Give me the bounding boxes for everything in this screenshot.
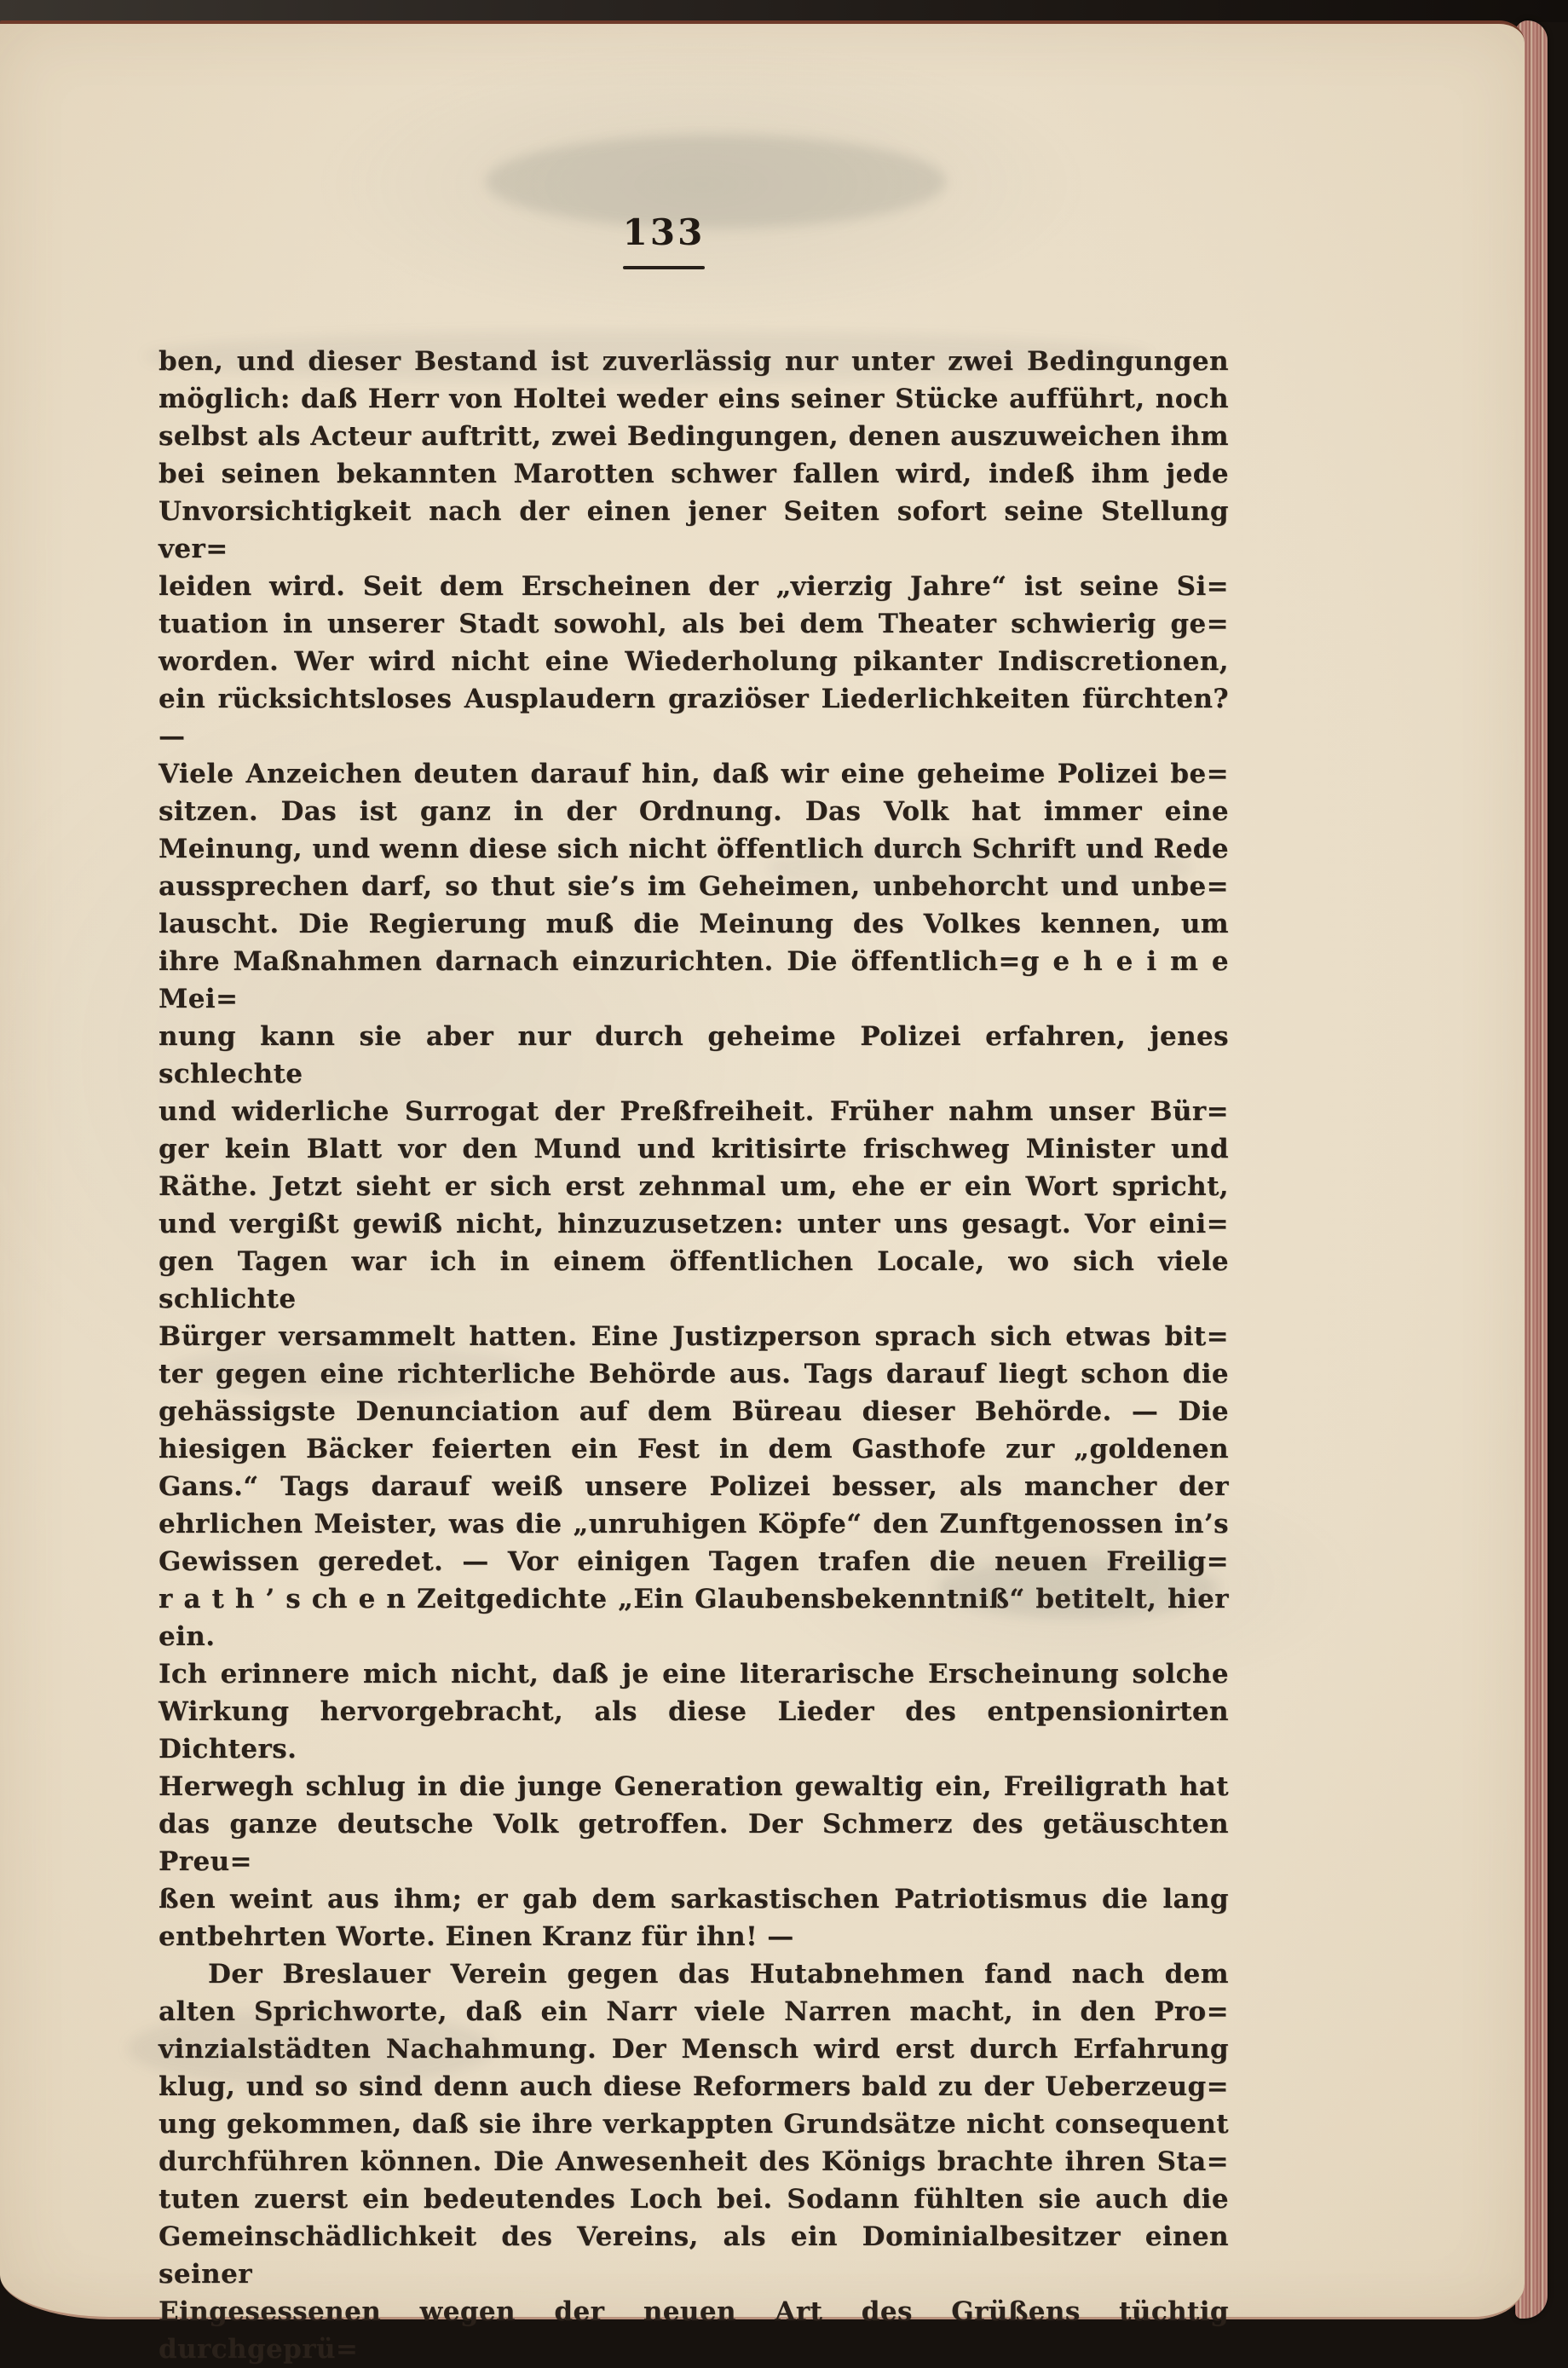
text-line: ihre Maßnahmen darnach einzurichten. Die öffentlich=g e h e i m e Mei= (159, 946, 1229, 1014)
text-line: lauscht. Die Regierung muß die Meinung des Volkes kennen, um (159, 909, 1229, 939)
text-line: ben, und dieser Bestand ist zuverlässig nur unter zwei Bedingungen (159, 346, 1229, 377)
text-line: nung kann sie aber nur durch geheime Polizei erfahren, jenes schlechte (159, 1021, 1229, 1089)
text-line: worden. Wer wird nicht eine Wiederholung pikanter Indiscretionen, (159, 646, 1229, 677)
book-page (0, 20, 1525, 2365)
text-line: durchführen können. Die Anwesenheit des Königs brachte ihren Sta= (159, 2146, 1229, 2177)
text-line: tuten zuerst ein bedeutendes Loch bei. Sodann fühlten sie auch die (159, 2184, 1229, 2215)
text-line: Ich erinnere mich nicht, daß je eine literarische Erscheinung solche (159, 1659, 1229, 1689)
text-line: ein rücksichtsloses Ausplaudern graziöser Liederlichkeiten fürchten? — (159, 684, 1229, 752)
text-line: sitzen. Das ist ganz in der Ordnung. Das Volk hat immer eine (159, 796, 1229, 827)
scanner-top-strip (0, 0, 1568, 22)
text-line: und widerliche Surrogat der Preßfreiheit. Früher nahm unser Bür= (159, 1096, 1229, 1127)
page-number: 133 (622, 211, 706, 253)
text-line: selbst als Acteur auftritt, zwei Bedingungen, denen auszuweichen ihm (159, 421, 1229, 452)
text-line: klug, und so sind denn auch diese Reformers bald zu der Ueberzeug= (159, 2071, 1229, 2102)
text-line: Herwegh schlug in die junge Generation gewaltig ein, Freiligrath hat (159, 1771, 1229, 1802)
text-line: Gemeinschädlichkeit des Vereins, als ein Dominialbesitzer einen seiner (159, 2221, 1229, 2290)
text-line: ger kein Blatt vor den Mund und kritisirte frischweg Minister und (159, 1134, 1229, 1164)
text-line: gen Tagen war ich in einem öffentlichen Locale, wo sich viele schlichte (159, 1246, 1229, 1314)
text-line: Eingesessenen wegen der neuen Art des Grüßens tüchtig durchgeprü= (159, 2296, 1229, 2365)
page-number-block (159, 213, 1169, 269)
page-number-rule (623, 266, 705, 269)
text-line: leiden wird. Seit dem Erscheinen der „vierzig Jahre“ ist seine Si= (159, 571, 1229, 602)
text-line: möglich: daß Herr von Holtei weder eins seiner Stücke aufführt, noch (159, 384, 1229, 414)
page-text (159, 343, 1229, 2368)
text-line: Der Breslauer Verein gegen das Hutabnehmen fand nach dem (208, 1959, 1229, 1990)
text-line: r a t h ’ s ch e n Zeitgedichte „Ein Glaubensbekenntniß“ betitelt, hier ein. (159, 1584, 1229, 1652)
text-line: hiesigen Bäcker feierten ein Fest in dem Gasthofe zur „goldenen (159, 1434, 1229, 1464)
text-line: Gans.“ Tags darauf weiß unsere Polizei besser, als mancher der (159, 1471, 1229, 1502)
text-line: ßen weint aus ihm; er gab dem sarkastischen Patriotismus die lang (159, 1884, 1229, 1915)
text-line: Bürger versammelt hatten. Eine Justizperson sprach sich etwas bit= (159, 1321, 1229, 1352)
text-line: alten Sprichworte, daß ein Narr viele Narren macht, in den Pro= (159, 1996, 1229, 2027)
text-line: Gewissen geredet. — Vor einigen Tagen trafen die neuen Freilig= (159, 1546, 1229, 1577)
text-line: bei seinen bekannten Marotten schwer fallen wird, indeß ihm jede (159, 459, 1229, 489)
text-line: Unvorsichtigkeit nach der einen jener Seiten sofort seine Stellung ver= (159, 496, 1229, 564)
text-line: ter gegen eine richterliche Behörde aus. Tags darauf liegt schon die (159, 1359, 1229, 1389)
text-line: und vergißt gewiß nicht, hinzuzusetzen: unter uns gesagt. Vor eini= (159, 1209, 1229, 1239)
text-line: gehässigste Denunciation auf dem Büreau dieser Behörde. — Die (159, 1396, 1229, 1427)
text-line: tuation in unserer Stadt sowohl, als bei dem Theater schwierig ge= (159, 609, 1229, 639)
text-line: ehrlichen Meister, was die „unruhigen Köpfe“ den Zunftgenossen in’s (159, 1509, 1229, 1539)
text-line: ung gekommen, daß sie ihre verkappten Grundsätze nicht consequent (159, 2109, 1229, 2140)
text-line: entbehrten Worte. Einen Kranz für ihn! — (159, 1921, 794, 1952)
text-line: Wirkung hervorgebracht, als diese Lieder des entpensionirten Dichters. (159, 1696, 1229, 1764)
text-line: vinzialstädten Nachahmung. Der Mensch wird erst durch Erfahrung (159, 2034, 1229, 2065)
text-line: Viele Anzeichen deuten darauf hin, daß wir eine geheime Polizei be= (159, 759, 1229, 789)
text-line: Räthe. Jetzt sieht er sich erst zehnmal um, ehe er ein Wort spricht, (159, 1171, 1229, 1202)
text-line: aussprechen darf, so thut sie’s im Geheimen, unbehorcht und unbe= (159, 871, 1229, 902)
text-line: Meinung, und wenn diese sich nicht öffentlich durch Schrift und Rede (159, 834, 1229, 864)
text-line: das ganze deutsche Volk getroffen. Der Schmerz des getäuschten Preu= (159, 1809, 1229, 1877)
